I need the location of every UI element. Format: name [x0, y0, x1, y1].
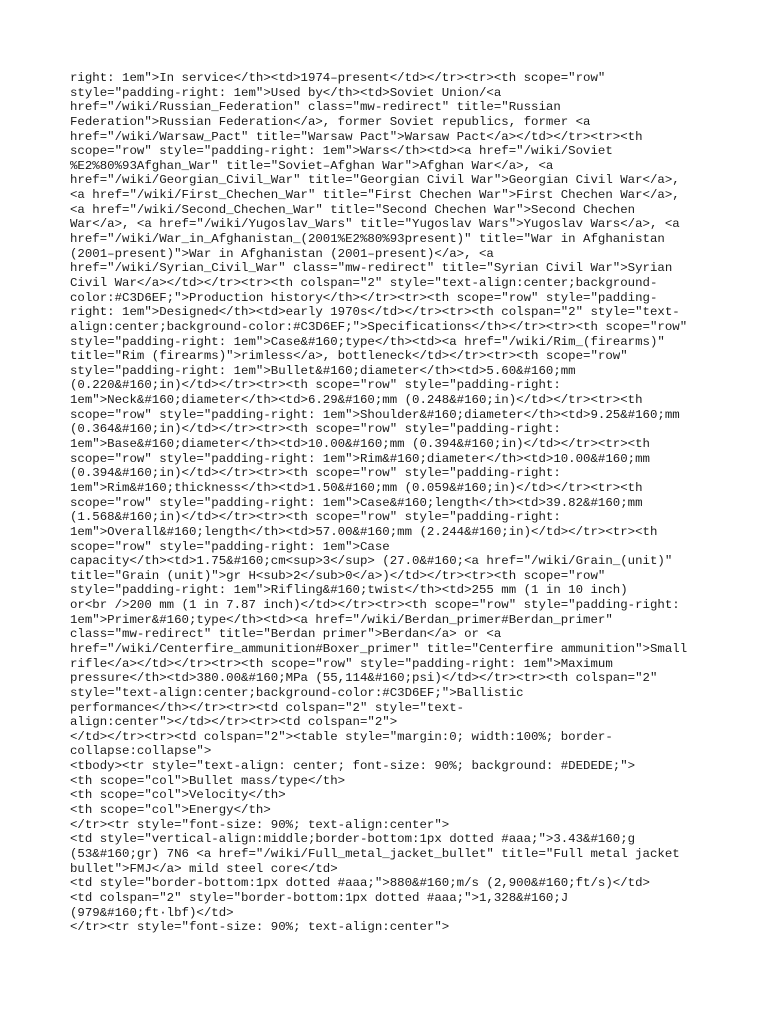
code-line: title="Rim (firearms)">rimless</a>, bottleneck</td></tr><tr><th scope="row" — [70, 349, 628, 364]
code-line: rifle</a></td></tr><tr><th scope="row" style="padding-right: 1em">Maximum — [70, 656, 613, 671]
code-line: </tr><tr style="font-size: 90%; text-align:center"> — [70, 817, 450, 832]
code-line: color:#C3D6EF;">Production history</th></tr><tr><th scope="row" style="padding- — [70, 290, 658, 305]
code-line: <th scope="col">Bullet mass/type</th> — [70, 773, 346, 788]
code-line: scope="row" style="padding-right: 1em">Case — [70, 539, 390, 554]
code-document — [70, 71, 760, 935]
code-line: scope="row" style="padding-right: 1em">Shoulder&#160;diameter</th><td>9.25&#160;mm — [70, 407, 680, 422]
code-line: bullet">FMJ</a> mild steel core</td> — [70, 861, 338, 876]
code-line: title="Grain (unit)">gr H<sub>2</sub>0</a>)</td></tr><tr><th scope="row" — [70, 568, 606, 583]
code-line: style="padding-right: 1em">Rifling&#160;twist</th><td>255 mm (1 in 10 inch) — [70, 583, 628, 598]
code-line: (979&#160;ft·lbf)</td> — [70, 905, 234, 920]
code-line: align:center"></td></tr><tr><td colspan="2"> — [70, 715, 398, 730]
code-line: right: 1em">In service</th><td>1974–present</td></tr><tr><th scope="row" — [70, 71, 606, 85]
code-line: capacity</th><td>1.75&#160;cm<sup>3</sup> (27.0&#160;<a href="/wiki/Grain_(unit)" — [70, 554, 673, 569]
code-line: <th scope="col">Velocity</th> — [70, 788, 286, 803]
code-line: href="/wiki/Syrian_Civil_War" class="mw-redirect" title="Syrian Civil War">Syrian — [70, 261, 673, 276]
code-line: (0.394&#160;in)</td></tr><tr><th scope="row" style="padding-right: — [70, 466, 561, 481]
code-line: (53&#160;gr) 7N6 <a href="/wiki/Full_metal_jacket_bullet" title="Full metal jacket — [70, 846, 680, 861]
code-line: <td colspan="2" style="border-bottom:1px dotted #aaa;">1,328&#160;J — [70, 890, 569, 905]
code-line: style="padding-right: 1em">Bullet&#160;diameter</th><td>5.60&#160;mm — [70, 363, 576, 378]
code-line: 1em">Rim&#160;thickness</th><td>1.50&#160;mm (0.059&#160;in)</td></tr><tr><th — [70, 480, 643, 495]
code-line: align:center;background-color:#C3D6EF;">Specifications</th></tr><tr><th scope="row" — [70, 319, 688, 334]
code-line: (0.220&#160;in)</td></tr><tr><th scope="row" style="padding-right: — [70, 378, 561, 393]
code-line: performance</th></tr><tr><td colspan="2" style="text- — [70, 700, 465, 715]
code-line: </tr><tr style="font-size: 90%; text-align:center"> — [70, 920, 450, 935]
code-line: 1em">Overall&#160;length</th><td>57.00&#160;mm (2.244&#160;in)</td></tr><tr><th — [70, 524, 658, 539]
code-line: </td></tr><tr><td colspan="2"><table style="margin:0; width:100%; border- — [70, 729, 613, 744]
code-line: style="text-align:center;background-color:#C3D6EF;">Ballistic — [70, 685, 524, 700]
code-line: style="padding-right: 1em">Case&#160;type</th><td><a href="/wiki/Rim_(firearms)" — [70, 334, 665, 349]
code-line: (1.568&#160;in)</td></tr><tr><th scope="row" style="padding-right: — [70, 510, 561, 525]
code-line: %E2%80%93Afghan_War" title="Soviet–Afghan War">Afghan War</a>, <a — [70, 158, 554, 173]
code-line: pressure</th><td>380.00&#160;MPa (55,114&#160;psi)</td></tr><tr><th colspan="2" — [70, 671, 658, 686]
code-line: (0.364&#160;in)</td></tr><tr><th scope="row" style="padding-right: — [70, 422, 561, 437]
code-line: href="/wiki/Russian_Federation" class="mw-redirect" title="Russian — [70, 100, 561, 115]
code-line: collapse:collapse"> — [70, 744, 212, 759]
code-line: class="mw-redirect" title="Berdan primer">Berdan</a> or <a — [70, 627, 502, 642]
code-line: 1em">Base&#160;diameter</th><td>10.00&#160;mm (0.394&#160;in)</td></tr><tr><th — [70, 437, 650, 452]
code-line: Federation">Russian Federation</a>, former Soviet republics, former <a — [70, 114, 591, 129]
code-line: right: 1em">Designed</th><td>early 1970s</td></tr><tr><th colspan="2" style="text- — [70, 305, 680, 320]
code-line: <td style="vertical-align:middle;border-bottom:1px dotted #aaa;">3.43&#160;g — [70, 832, 636, 847]
code-line: <tbody><tr style="text-align: center; font-size: 90%; background: #DEDEDE;"> — [70, 759, 636, 774]
code-line: 1em">Neck&#160;diameter</th><td>6.29&#160;mm (0.248&#160;in)</td></tr><tr><th — [70, 393, 643, 408]
code-line: <a href="/wiki/First_Chechen_War" title="First Chechen War">First Chechen War</a>, — [70, 188, 680, 203]
code-line: 1em">Primer&#160;type</th><td><a href="/wiki/Berdan_primer#Berdan_primer" — [70, 612, 613, 627]
code-line: href="/wiki/Centerfire_ammunition#Boxer_primer" title="Centerfire ammunition">Small — [70, 641, 688, 656]
code-line: War</a>, <a href="/wiki/Yugoslav_Wars" title="Yugoslav Wars">Yugoslav Wars</a>, <a — [70, 217, 680, 232]
code-line: style="padding-right: 1em">Used by</th><td>Soviet Union/<a — [70, 85, 502, 100]
code-line: scope="row" style="padding-right: 1em">Wars</th><td><a href="/wiki/Soviet — [70, 144, 613, 159]
code-line: Civil War</a></td></tr><tr><th colspan="2" style="text-align:center;background- — [70, 275, 658, 290]
code-line: href="/wiki/War_in_Afghanistan_(2001%E2%80%93present)" title="War in Afghanistan — [70, 232, 665, 247]
code-line: scope="row" style="padding-right: 1em">Case&#160;length</th><td>39.82&#160;mm — [70, 495, 643, 510]
code-line: <td style="border-bottom:1px dotted #aaa;">880&#160;m/s (2,900&#160;ft/s)</td> — [70, 876, 650, 891]
code-line: or<br />200 mm (1 in 7.87 inch)</td></tr><tr><th scope="row" style="padding-right: — [70, 598, 680, 613]
code-line: href="/wiki/Georgian_Civil_War" title="Georgian Civil War">Georgian Civil War</a>, — [70, 173, 680, 188]
code-line: (2001–present)">War in Afghanistan (2001–present)</a>, <a — [70, 246, 494, 261]
code-line: <th scope="col">Energy</th> — [70, 803, 271, 818]
code-line: href="/wiki/Warsaw_Pact" title="Warsaw Pact">Warsaw Pact</a></td></tr><tr><th — [70, 129, 643, 144]
code-line: <a href="/wiki/Second_Chechen_War" title="Second Chechen War">Second Chechen — [70, 202, 636, 217]
code-line: scope="row" style="padding-right: 1em">Rim&#160;diameter</th><td>10.00&#160;mm — [70, 451, 650, 466]
